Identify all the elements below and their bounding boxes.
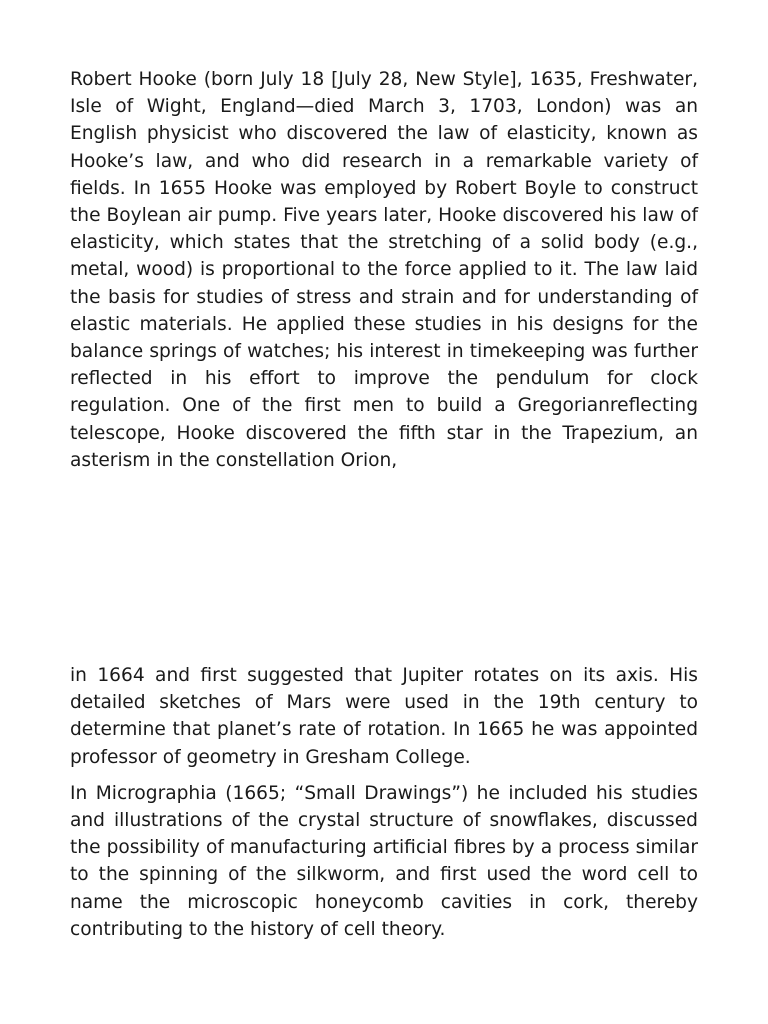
paragraph-hooke-intro: Robert Hooke (born July 18 [July 28, New Style], 1635, Freshwater, Isle of Wight, England—died March 3, 1703, London) was an English physicist who discovered the law of elasticity, known as Hooke’s law, and who did research in a remarkable variety of fields. In 1655 Hooke was employed by Robert Boyle to construct the Boylean air pump. Five years later, Hooke discovered his law of elasticity, which states that the stretching of a solid body (e.g., metal, wood) is proportional to the force applied to it. The law laid the basis for studies of stress and strain and for understanding of elastic materials. He applied these studies in his designs for the balance springs of watches; his interest in timekeeping was further reflected in his effort to improve the pendulum for clock regulation. One of the first men to build a Gregorianreflecting telescope, Hooke discovered the fifth star in the Trapezium, an asterism in the constellation Orion, [70, 69, 698, 471]
paragraph-micrographia: In Micrographia (1665; “Small Drawings”) he included his studies and illustrations of the crystal structure of snowflakes, discussed the possibility of manufacturing artificial fibres by a process similar to the spinning of the silkworm, and first used the word cell to name the microscopic honeycomb cavities in cork, thereby contributing to the history of cell theory. [70, 782, 698, 940]
paragraph-hooke-intro-continued: in 1664 and first suggested that Jupiter rotates on its axis. His detailed sketches of Mars were used in the 19th century to determine that planet’s rate of rotation. In 1665 he was appointed professor of geometry in Gresham College. [70, 665, 698, 768]
document-body-top [70, 66, 698, 474]
document-body-bottom [70, 662, 698, 943]
